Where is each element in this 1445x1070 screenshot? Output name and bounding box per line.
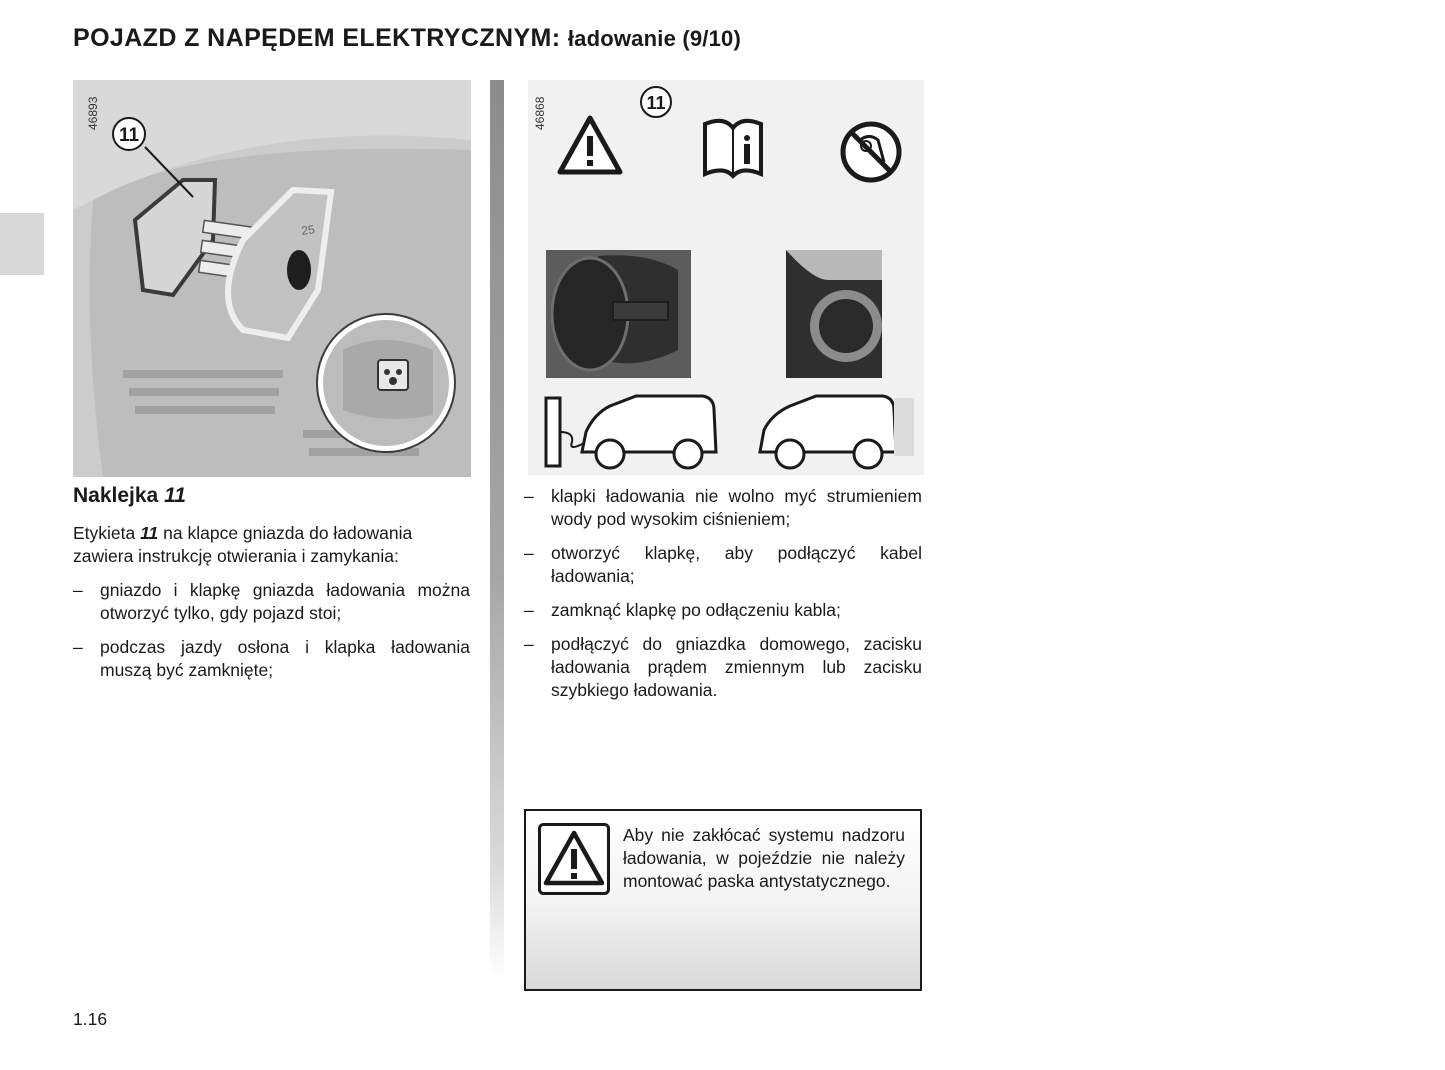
- car-front-drawing: [73, 80, 471, 477]
- list-item: [73, 636, 470, 682]
- label-11-illustration: [528, 80, 924, 475]
- no-pressure-washer-icon: [843, 124, 899, 180]
- flap-closed-icon: [786, 250, 882, 378]
- figure-code-left: 46893: [86, 96, 100, 130]
- figure-code-right: 46868: [533, 96, 547, 130]
- list-item-text: zamknąć klapkę po odłączeniu kabla;: [551, 600, 841, 620]
- dash-bullet: –: [524, 634, 534, 654]
- manual-info-icon: [705, 121, 761, 176]
- callout-label: 11: [646, 93, 666, 113]
- charging-flap-illustration: [73, 80, 471, 477]
- title-subtitle: ładowanie (9/10): [567, 26, 741, 51]
- dash-bullet: –: [524, 543, 534, 563]
- dash-bullet: –: [73, 637, 83, 657]
- section-heading: [73, 484, 186, 508]
- label-11-drawing: [528, 80, 924, 475]
- list-item: [524, 633, 922, 702]
- list-item: [524, 542, 922, 588]
- warning-text: Aby nie zakłócać systemu nadzoru ładowania, w pojeździe nie należy montować paska antystatycznego.: [623, 825, 905, 891]
- list-item: [73, 579, 470, 625]
- list-item: [524, 485, 922, 531]
- intro-before: Etykieta: [73, 523, 141, 543]
- column-divider: [490, 80, 504, 980]
- list-item-text: otworzyć klapkę, aby podłączyć kabel ładowania;: [551, 543, 922, 586]
- list-item-text: gniazdo i klapkę gniazda ładowania można otworzyć tylko, gdy pojazd stoi;: [100, 580, 470, 623]
- title-main: POJAZD Z NAPĘDEM ELEKTRYCZNYM:: [73, 24, 561, 52]
- list-item-text: klapki ładowania nie wolno myć strumieniem wody pod wysokim ciśnieniem;: [551, 486, 922, 529]
- flap-open-icon: [546, 250, 691, 378]
- right-instruction-list: [524, 485, 922, 713]
- list-item-text: podłączyć do gniazdka domowego, zacisku ładowania prądem zmiennym lub zacisku szybkiego ładowania.: [551, 634, 922, 700]
- page-title: [73, 24, 741, 53]
- dash-bullet: –: [524, 486, 534, 506]
- page-number: 1.16: [73, 1009, 108, 1029]
- intro-ref: 11: [140, 523, 159, 543]
- heading-ref: 11: [164, 484, 186, 507]
- warning-box: [524, 809, 922, 991]
- heading-text: Naklejka: [73, 484, 165, 507]
- left-instruction-list: [73, 579, 470, 693]
- intro-paragraph: [73, 522, 470, 568]
- dash-bullet: –: [73, 580, 83, 600]
- warning-triangle-icon: [538, 823, 610, 895]
- callout-label: 11: [118, 125, 140, 146]
- dash-bullet: –: [524, 600, 534, 620]
- intro-after: na klapce gniazda do ładowania zawiera instrukcję otwierania i zamykania:: [73, 523, 413, 566]
- svg-text:25: 25: [300, 222, 316, 238]
- section-tab: [0, 213, 44, 275]
- list-item-text: podczas jazdy osłona i klapka ładowania muszą być zamknięte;: [100, 637, 470, 680]
- list-item: [524, 599, 922, 622]
